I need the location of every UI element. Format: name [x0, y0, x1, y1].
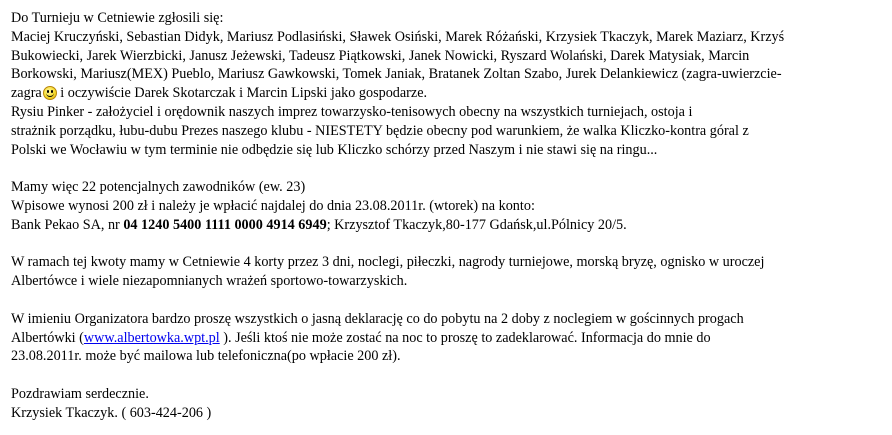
offer-text-line: Albertówce i wiele niezapomnianych wrażeń sportowo-towarzyskich. [11, 273, 408, 290]
request-text-line: W imieniu Organizatora bardzo proszę wszystkich o jasną deklarację co do pobytu na 2 doby z noclegiem w gościnnych progach [11, 310, 744, 327]
request-text: ). Jeśli ktoś nie może zostać na noc to proszę to zadeklarować. Informacja do mnie do [219, 329, 711, 346]
closing-greeting: Pozdrawiam serdecznie. [11, 385, 149, 402]
paragraph-spacer [11, 235, 877, 254]
names-text: zagra [11, 85, 42, 102]
intro-heading: Do Turnieju w Cetniewie zgłosili się: [11, 10, 224, 26]
names-text: i oczywiście Darek Skotarczak i Marcin Lipski jako gospodarze. [56, 85, 428, 102]
request-text-line: 23.08.2011r. może być mailowa lub telefoniczna(po wpłacie 200 zł). [11, 348, 401, 365]
request-text: Albertówki ( [11, 329, 84, 346]
players-count-text: Mamy więc 22 potencjalnych zawodników (ew. 23) [11, 179, 306, 196]
account-number: 04 1240 5400 1111 0000 4914 6949 [123, 216, 327, 233]
bank-account-line [11, 216, 877, 235]
participant-names-line: Borkowski, Mariusz(MEX) Pueblo, Mariusz Gawkowski, Tomek Janiak, Bratanek Zoltan Szabo, Jurek Delankiewicz (zagra-uwierzcie- [11, 66, 782, 83]
signature: Krzysiek Tkaczyk. ( 603-424-206 ) [11, 404, 212, 421]
smiley-icon [43, 86, 57, 100]
albertowka-link[interactable]: www.albertowka.wpt.pl [83, 329, 220, 346]
email-body [11, 9, 877, 423]
rysiu-paragraph-line: Polski we Wocławiu w tym terminie nie odbędzie się lub Kliczko schórzy przed Naszym i nie stawi się na ringu... [11, 141, 658, 158]
participant-names-line [11, 84, 877, 103]
offer-text-line: W ramach tej kwoty mamy w Cetniewie 4 korty przez 3 dni, noclegi, piłeczki, nagrody turniejowe, morską bryzę, ognisko w uroczej [11, 254, 765, 271]
request-text-line [11, 329, 877, 348]
participant-names-line: Bukowiecki, Jarek Wierzbicki, Janusz Jeżewski, Tadeusz Piątkowski, Janek Nowicki, Ryszard Wolański, Darek Matysiak, Marcin [11, 47, 750, 64]
account-holder-address: ; Krzysztof Tkaczyk,80-177 Gdańsk,ul.Pólnicy 20/5. [326, 216, 627, 233]
paragraph-spacer [11, 291, 877, 310]
bank-name: Bank Pekao SA, nr [11, 216, 124, 233]
paragraph-spacer [11, 159, 877, 178]
rysiu-paragraph-line: strażnik porządku, łubu-dubu Prezes naszego klubu - NIESTETY będzie obecny pod warunkiem, że walka Kliczko-kontra góral z [11, 122, 749, 139]
participant-names-line: Maciej Kruczyński, Sebastian Didyk, Mariusz Podlasiński, Sławek Osiński, Marek Różański, Krzysiek Tkaczyk, Marek Maziarz, Krzyś [11, 28, 785, 45]
paragraph-spacer [11, 366, 877, 385]
fee-amount-text: Wpisowe wynosi 200 zł i należy je wpłacić najdalej do dnia 23.08.2011r. (wtorek) na konto: [11, 197, 535, 214]
rysiu-paragraph-line: Rysiu Pinker - założyciel i orędownik naszych imprez towarzysko-tenisowych obecny na wszystkich turniejach, ostoja i [11, 103, 693, 120]
